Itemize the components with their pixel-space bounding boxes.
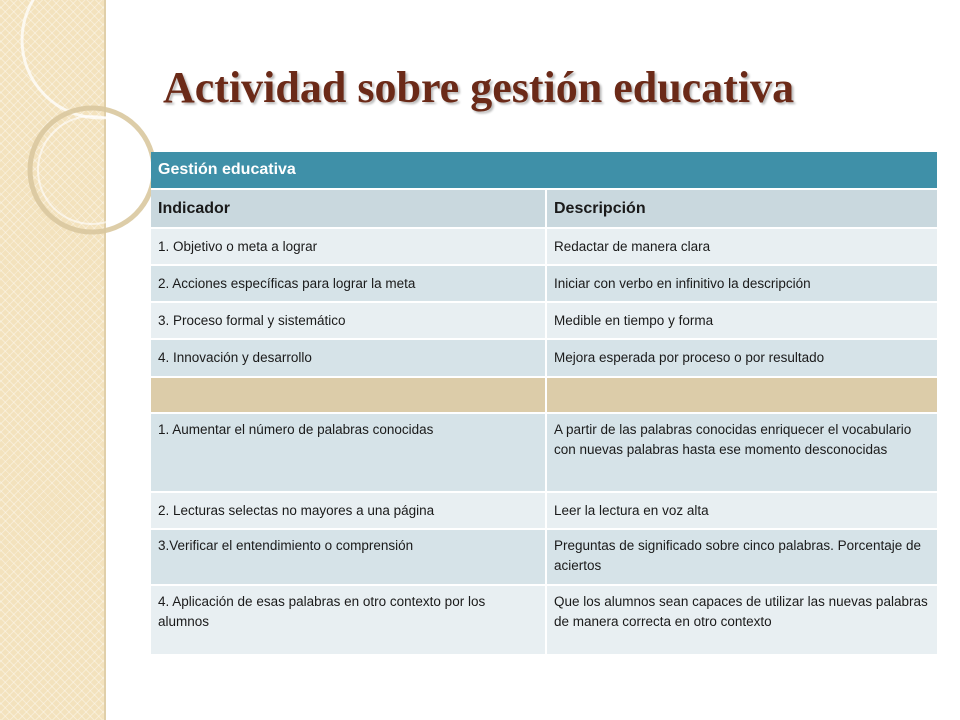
indicador-cell: 3. Proceso formal y sistemático — [151, 303, 547, 340]
descripcion-cell: Medible en tiempo y forma — [547, 303, 939, 340]
indicador-cell — [151, 378, 547, 414]
table-row — [151, 229, 939, 266]
table-caption: Gestión educativa — [151, 152, 939, 190]
table-row — [151, 303, 939, 340]
indicador-cell: 4. Innovación y desarrollo — [151, 340, 547, 378]
column-header-indicador: Indicador — [151, 190, 547, 229]
descripcion-cell: Preguntas de significado sobre cinco palabras. Porcentaje de aciertos — [547, 530, 939, 586]
indicador-cell: 1. Objetivo o meta a lograr — [151, 229, 547, 266]
indicador-cell: 1. Aumentar el número de palabras conocidas — [151, 414, 547, 493]
table-row — [151, 530, 939, 586]
indicador-cell: 2. Acciones específicas para lograr la meta — [151, 266, 547, 303]
table-row-separator — [151, 378, 939, 414]
descripcion-cell: Mejora esperada por proceso o por resultado — [547, 340, 939, 378]
descripcion-cell: Redactar de manera clara — [547, 229, 939, 266]
descripcion-cell — [547, 378, 939, 414]
descripcion-cell: Iniciar con verbo en infinitivo la descripción — [547, 266, 939, 303]
indicador-cell: 3.Verificar el entendimiento o comprensión — [151, 530, 547, 586]
slide-title: Actividad sobre gestión educativa — [163, 63, 795, 112]
table-row — [151, 414, 939, 493]
indicador-cell: 4. Aplicación de esas palabras en otro contexto por los alumnos — [151, 586, 547, 656]
gestion-table — [151, 152, 939, 656]
indicador-cell: 2. Lecturas selectas no mayores a una página — [151, 493, 547, 530]
descripcion-cell: Que los alumnos sean capaces de utilizar las nuevas palabras de manera correcta en otro contexto — [547, 586, 939, 656]
table-row — [151, 586, 939, 656]
descripcion-cell: Leer la lectura en voz alta — [547, 493, 939, 530]
table-row — [151, 493, 939, 530]
table-row — [151, 340, 939, 378]
column-header-descripcion: Descripción — [547, 190, 939, 229]
table-row — [151, 266, 939, 303]
descripcion-cell: A partir de las palabras conocidas enriquecer el vocabulario con nuevas palabras hasta ese momento desconocidas — [547, 414, 939, 493]
